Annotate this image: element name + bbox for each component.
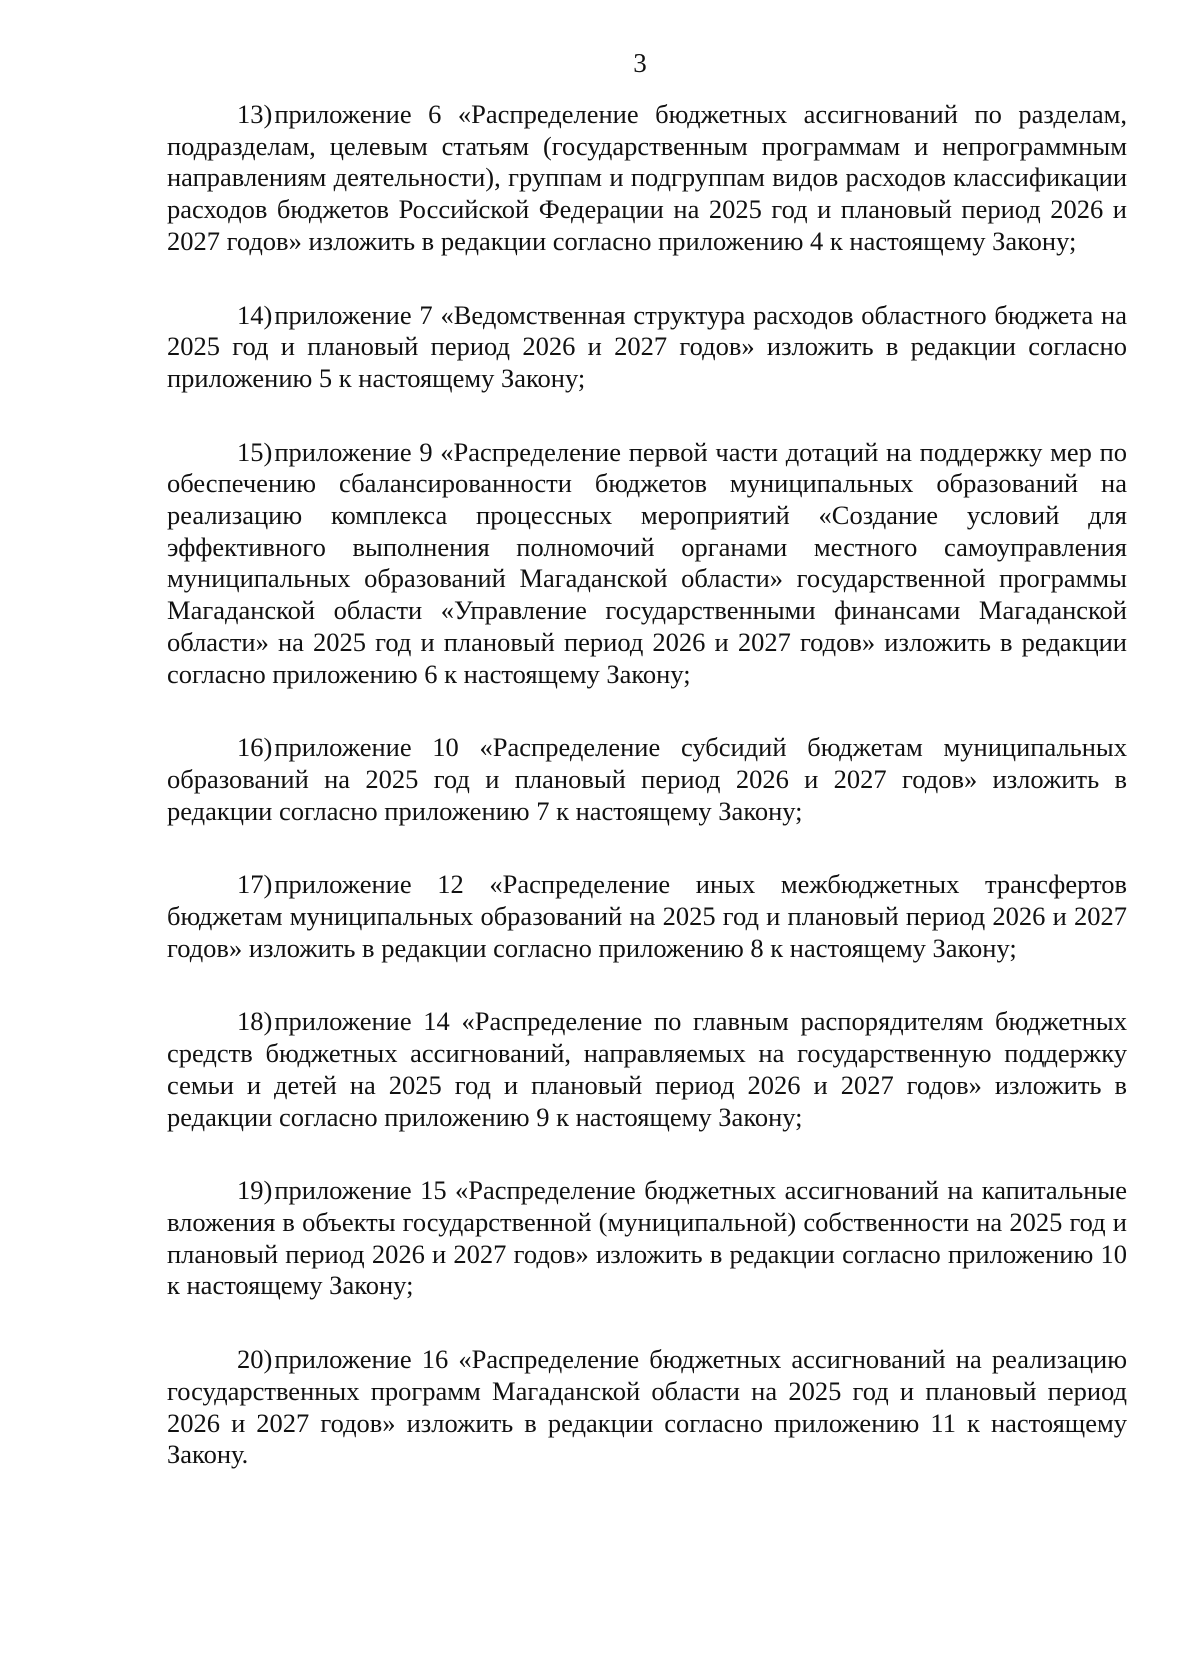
item-text: приложение 9 «Распределение первой части дотаций на поддержку мер по обеспечению сбалансированности бюджетов муниципальных образований на реализацию комплекса процессных мероприятий «Создание условий для эффективного выполнения полномочий органами местного самоуправления муниципальных образований Магаданской области» государственной программы Магаданской области «Управление государственными финансами Магаданской области» на 2025 год и плановый период 2026 и 2027 годов» изложить в редакции согласно приложению 6 к настоящему Закону; [167,436,1127,689]
item-number: 16) [237,732,273,763]
item-number: 18) [237,1006,273,1037]
item-text: приложение 14 «Распределение по главным распорядителям бюджетных средств бюджетных ассигнований, направляемых на государственную поддержку семьи и детей на 2025 год и плановый период 2026 и 2027 годов» изложить в редакции согласно приложению 9 к настоящему Закону; [167,1006,1127,1132]
list-item-20 [167,1344,1127,1471]
item-text: приложение 12 «Распределение иных межбюджетных трансфертов бюджетам муниципальных образований на 2025 год и плановый период 2026 и 2027 годов» изложить в редакции согласно приложению 8 к настоящему Закону; [167,869,1127,963]
item-number: 20) [237,1344,273,1375]
list-item-13 [167,99,1127,258]
list-item-16 [167,732,1127,827]
list-item-18 [167,1006,1127,1133]
item-text: приложение 7 «Ведомственная структура расходов областного бюджета на 2025 год и плановый период 2026 и 2027 годов» изложить в редакции согласно приложению 5 к настоящему Закону; [167,299,1127,393]
item-number: 19) [237,1175,273,1206]
item-number: 13) [237,99,273,129]
item-number: 15) [237,436,273,467]
list-item-19 [167,1175,1127,1302]
item-number: 14) [237,299,273,330]
item-text: приложение 6 «Распределение бюджетных ассигнований по разделам, подразделам, целевым статьям (государственным программам и непрограммным направлениям деятельности), группам и подгруппам видов расходов классификации расходов бюджетов Российской Федерации на 2025 год и плановый период 2026 и 2027 годов» изложить в редакции согласно приложению 4 к настоящему Закону; [167,99,1127,256]
item-number: 17) [237,869,273,900]
item-text: приложение 15 «Распределение бюджетных ассигнований на капитальные вложения в объекты государственной (муниципальной) собственности на 2025 год и плановый период 2026 и 2027 годов» изложить в редакции согласно приложению 10 к настоящему Закону; [167,1175,1127,1301]
document-body [167,99,1127,1471]
list-item-14 [167,300,1127,395]
page-number: 3 [633,48,647,78]
item-text: приложение 10 «Распределение субсидий бюджетам муниципальных образований на 2025 год и плановый период 2026 и 2027 годов» изложить в редакции согласно приложению 7 к настоящему Закону; [167,732,1127,826]
list-item-15 [167,437,1127,691]
list-item-17 [167,869,1127,964]
item-text: приложение 16 «Распределение бюджетных ассигнований на реализацию государственных программ Магаданской области на 2025 год и плановый период 2026 и 2027 годов» изложить в редакции согласно приложению 11 к настоящему Закону. [167,1344,1127,1470]
